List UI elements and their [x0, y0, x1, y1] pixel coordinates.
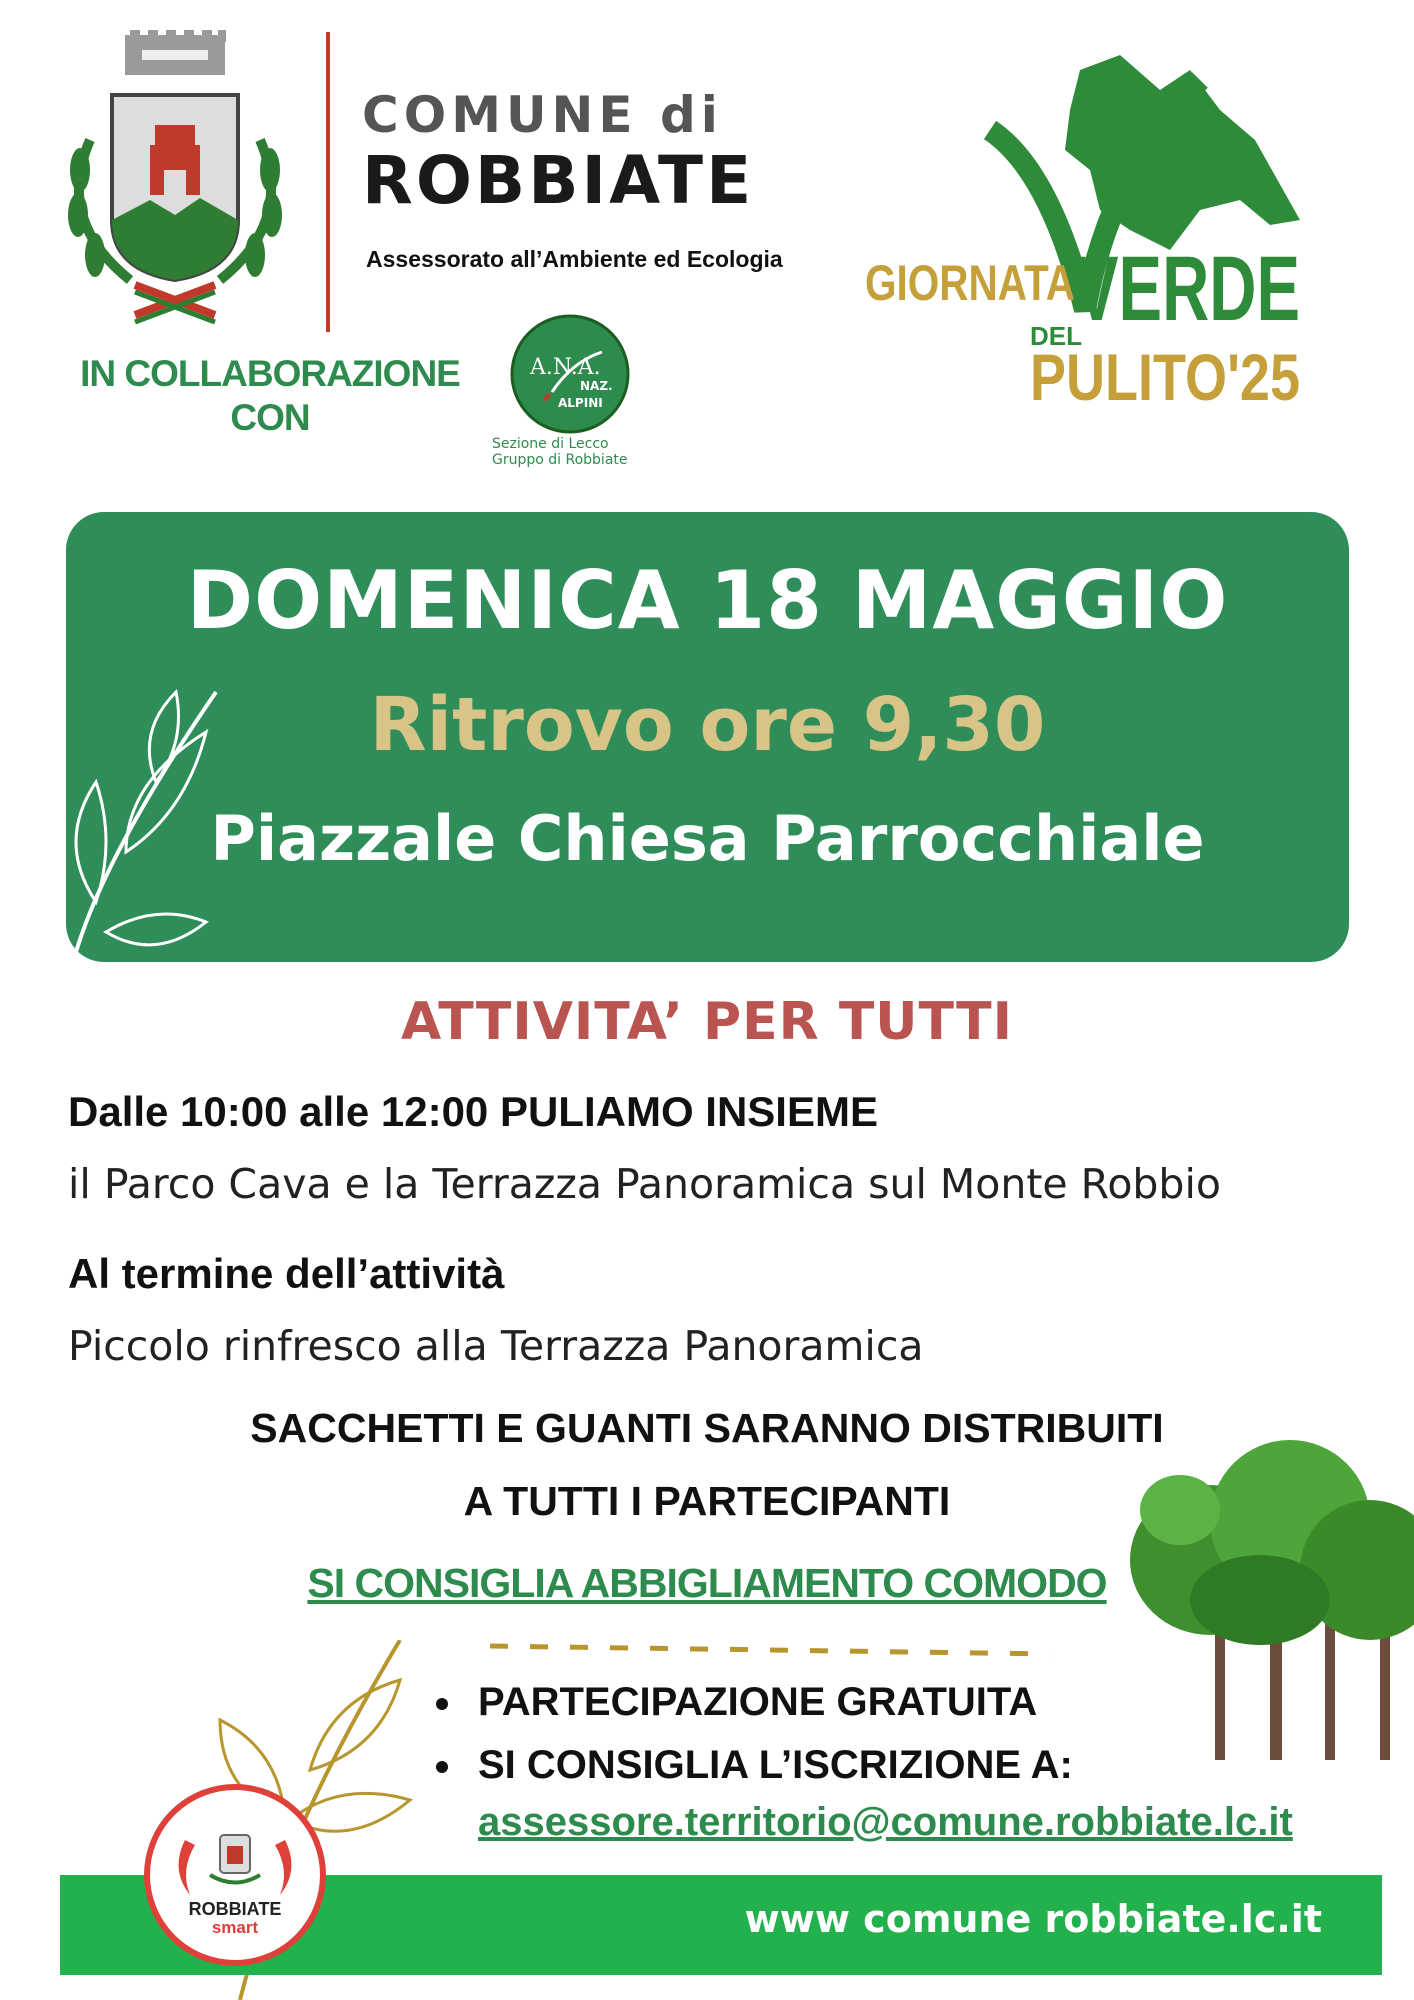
- comune-di-label: COMUNE di: [362, 86, 723, 144]
- notice-line-2: A TUTTI I PARTECIPANTI: [463, 1478, 951, 1524]
- notice-line-1: SACCHETTI E GUANTI SARANNO DISTRIBUITI: [250, 1405, 1164, 1451]
- activity-1-title: Dalle 10:00 alle 12:00 PULIAMO INSIEME: [68, 1088, 878, 1135]
- assessorato-label: Assessorato all’Ambiente ed Ecologia: [366, 246, 783, 272]
- alpini-logo: [492, 312, 652, 472]
- registration-email-link[interactable]: assessore.territorio@comune.robbiate.lc.it: [478, 1800, 1293, 1844]
- svg-text:GIORNATA: GIORNATA: [865, 255, 1075, 311]
- website-link[interactable]: www comune robbiate.lc.it: [744, 1897, 1322, 1941]
- robbiate-coat-of-arms: [50, 30, 300, 330]
- dashed-divider: [490, 1640, 1050, 1660]
- svg-text:VERDE: VERDE: [1075, 238, 1300, 340]
- header-divider: [326, 32, 330, 332]
- svg-text:NAZ.: NAZ.: [580, 379, 613, 393]
- event-info-panel: [66, 512, 1349, 962]
- activity-1-text: il Parco Cava e la Terrazza Panoramica sul Monte Robbio: [68, 1160, 1221, 1208]
- info-bullet-list: [430, 1680, 1073, 1806]
- event-date: DOMENICA 18 MAGGIO: [186, 554, 1229, 647]
- activities-heading: ATTIVITA’ PER TUTTI: [401, 992, 1013, 1052]
- comune-name: ROBBIATE: [362, 142, 755, 219]
- event-meeting-time: Ritrovo ore 9,30: [369, 682, 1046, 768]
- bullet-icon: [436, 1698, 448, 1710]
- list-item: PARTECIPAZIONE GRATUITA: [430, 1680, 1073, 1725]
- list-item: SI CONSIGLIA L’ISCRIZIONE A:: [430, 1743, 1073, 1788]
- collaboration-label: IN COLLABORAZIONE CON: [80, 353, 460, 438]
- svg-text:ALPINI: ALPINI: [558, 396, 603, 410]
- trees-illustration: [1120, 1430, 1414, 1770]
- svg-text:DEL: DEL: [1030, 321, 1082, 351]
- event-place: Piazzale Chiesa Parrocchiale: [210, 802, 1205, 875]
- bullet-icon: [436, 1761, 448, 1773]
- svg-text:smart: smart: [211, 1918, 259, 1937]
- robbiate-smart-logo: [140, 1780, 330, 1970]
- clothing-advice: SI CONSIGLIA ABBIGLIAMENTO COMODO: [307, 1560, 1107, 1606]
- svg-text:PULITO'25: PULITO'25: [1030, 340, 1300, 410]
- giornata-verde-pulito-logo: [860, 50, 1310, 410]
- svg-text:ROBBIATE: ROBBIATE: [188, 1899, 282, 1919]
- activity-2-text: Piccolo rinfresco alla Terrazza Panoramica: [68, 1322, 924, 1370]
- svg-text:Sezione di Lecco: Sezione di Lecco: [492, 436, 609, 452]
- activity-2-title: Al termine dell’attività: [68, 1250, 505, 1297]
- svg-text:A.N.A.: A.N.A.: [530, 355, 601, 380]
- svg-text:Gruppo di Robbiate: Gruppo di Robbiate: [492, 452, 628, 468]
